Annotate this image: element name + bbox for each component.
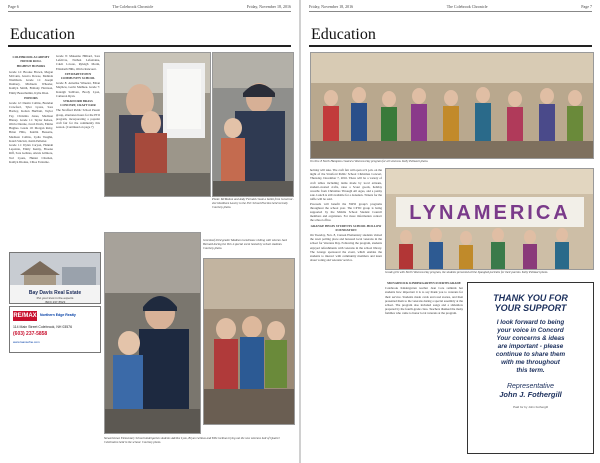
thank-you-body-2: your voice in Concord [497,327,564,334]
left-section-rule [8,45,291,47]
thank-you-body-7: this term. [516,367,545,374]
left-page-number: Page 6 [8,4,19,9]
classroom-photo-image [105,233,200,433]
honor-roll-sub-strafford: STRAFFORD BRASS CONCERT, CRAFT FAIR [60,99,96,108]
right-section-rule [309,45,592,47]
honor-roll-body-1: Grade 12: Brooke Brown, Megan McCann, Jessica Dowse, Melinda Washburn. Grade 11: Joseph Dunbery, Michaela Wheeler, Kaitlyn Smith, Brittany Harrison, Emily Beauchemin, Kylie Dion. [9,69,53,95]
thank-you-line-2: YOUR SUPPORT [494,303,567,313]
left-page [0,0,299,463]
thank-you-body-6: with me throughout [501,359,560,366]
left-page-header [8,4,291,12]
banner-photo-image [386,169,593,269]
remax-ad [9,306,101,353]
right-page-number: Page 7 [581,4,592,9]
mid-body-3: On Tuesday, Nov. 8, Canaan Elementary students visited the town polling place and honored local veterans in the school for Veterans Day. Following the program, students enjoyed refreshments with veterans in the school library. The Grange sponsored the event, which enables the students to interact with community members and learn about voting and veterans' service. [310,233,382,263]
thank-you-body-1: I look forward to being [496,319,565,326]
honor-roll-body-5: Grade 8: Annalise Wheeler, Ethan Mayhew, Gavin Mathieu. Grade 7: Kaleigh Sullivan, Brody Lyon, Cameron Ryan. [56,81,100,98]
veteran-photo [212,52,294,197]
left-section-title: Education [10,26,75,43]
thank-you-name: John J. Fothergill [499,390,562,399]
house-photo-icon [10,253,100,285]
remax-logo [13,311,37,321]
voting-photo-caption: Photo: McMahon and Andy Fernald create a ballot from Governor-elect Kathleen Lawtry to the SSC School Election held recently. Courtesy photo. [212,197,294,209]
left-date: Friday, November 18, 2016 [246,4,291,9]
right-page-header [309,4,592,12]
kindergarten-subhead: MONADNOCK KINDERGARTEN FOURTH-GRADE [387,281,461,285]
hall-photo-image [204,259,294,424]
honor-roll-sub-stewartstown: STEWARTSTOWN COMMUNITY SCHOOL [60,71,96,81]
honor-roll-sub-honors: HONORS [24,95,38,100]
honor-roll-body-4: Grade 8: Makenna Hilliard, Sara Lefebvre, Nathan Lafontaine, Caleb Lavoie, Ryleigh Morin, Elizabeth Hills, Olivia Rancourt. [56,54,100,71]
veteran-photo-image [213,53,293,196]
kindergarten-body: Colebrook Kindergarten teacher Jean Cote reminds her students how important it is to say thank you to veterans for their service. Students made cards and read stories, and then presented them to the veterans during a special assembly at the school. The program also included songs and a slideshow prepared by the fourth-grade class. Teachers thanked the many families who came to honor local veterans at the program. [385,286,463,316]
hall-photo [203,258,295,425]
classroom-photo-caption: Greenleaf third grader Madison Gendreaux visiting with veteran Jack Bernard during the Vets 4 special event hosted by school students. Courtesy photo. [203,238,287,250]
remax-address: 114 Main Street Colebrook, NH 03576 [13,325,73,329]
thank-you-body-3: Your concerns & ideas [496,335,565,342]
banner-photo-caption: Grade girls with North Veterans Day program, the students presented all the Spangled portraits for their parents. Kelly Pelizzari photo. [385,270,548,274]
bay-davis-phone: (603) 237-5523 [44,300,66,304]
thank-you-spacer-2 [468,375,593,383]
honor-roll-body-3: Grade 11: Dylan Caryon, Hannah Lapointe, Emily Kenny, Brooke Riff, Sara Gelinas, Alexis Gilmore, Tori Lyons, Hunter Chretien, Kaitlyn Dionne, Chloe Fontaine. [9,143,53,164]
veterans-day-photo-caption: On Nov. 8 North Hampton created a Veterans Day program for all veterans. Kelly Pelizzari photo. [310,159,429,163]
mid-subhead: GRANGE HELPS STUDENTS SCHOOL HOLLOW FOUNDATION [310,223,382,232]
left-paper-name: The Colebrook Chronicle [112,4,154,9]
voting-photo-image [105,53,210,196]
honor-roll-body-2: Grade 12: Dustin Collins, Brendan Crawford, Tyler Lyons, Sara Hartley, Kolton Hurlbutt, Taylor Fay, Christina Jones, Madison Blaney. Grade 11: Taylor Kelsea, Olivia Dionne, Jacob Davis, Emma Hughes. Grade 10: Morgan Roby, Brian Hilts, Kaitlin Bessette, Madison Collins, Lydia Vaughn, Kaleb Sinclair, Justin Pelletier. [9,101,53,143]
mid-text-column [310,168,382,458]
hall-photo-caption: Stewartstown Elementary School kindergarten students Adeline Lyon, Bryan Gelinas and Ellie Gelinas trying out the new veterans hall of Quarter Celebration held in the school. Courtesy photo. [104,436,280,444]
honor-roll-sub-highest: HIGHEST HONORS [16,64,46,69]
veterans-day-photo-image [311,53,593,158]
voting-photo [104,52,211,197]
kindergarten-text-column [385,280,463,450]
right-section-title: Education [311,26,376,43]
bay-davis-ad [9,252,101,304]
honor-roll-column-1 [9,54,53,244]
veterans-day-photo [310,52,594,159]
thank-you-paid: Paid for by John Fothergill [513,405,548,409]
remax-phone: (603) 237-5858 [13,331,48,337]
right-date: Friday, November 18, 2016 [309,4,354,9]
thank-you-line-1: THANK YOU FOR [493,293,568,303]
right-paper-name: The Colebrook Chronicle [446,4,488,9]
remax-office: Northern Edge Realty [40,313,76,317]
thank-you-body-5: continue to share them [495,351,566,358]
remax-web: www.loansofne.com [13,340,40,344]
honor-roll-body-6: The Strafford Public School Parent group, alternates hours for the PTO program, incorporating a popular craft fair for the community this season. (Continued on page 7) [56,108,100,130]
classroom-photo [104,232,201,434]
banner-letters: LYNAMERICA [409,202,571,224]
thank-you-ad [467,282,594,454]
right-page [301,0,600,463]
honor-roll-column-2 [56,54,100,244]
mid-body-2: Proceeds will benefit the SSPO group's programs throughout the school year. The CPTO group is being supported by the Middle School Student Council members and organizers. For more information contact the school office. [310,201,382,223]
remax-brand: RE/MAX [13,313,37,319]
thank-you-body-4: are important - please [497,343,564,350]
mid-body-1: holiday will take. The craft fair will open at 9 p.m. on the night of the Stratford Public School Christmas Concert, Thursday, December 7, 2016. There will be a variety of craft tables including items made by local artisans, student-created crafts, raise a Scout goods, holiday wreaths from Christmas Through All Ages, and a penny sale. Lunch is still available for a donation. Tickets for the raffle will be sold. [310,168,382,202]
honor-roll-heading: COLEBROOK ACADEMY HONOR ROLL [12,55,50,64]
banner-photo [385,168,594,270]
thank-you-rep: Representative [506,383,555,390]
bay-davis-line: Put your trust in the experts [36,296,74,300]
bay-davis-title: Bay Davis Real Estate [28,290,82,296]
